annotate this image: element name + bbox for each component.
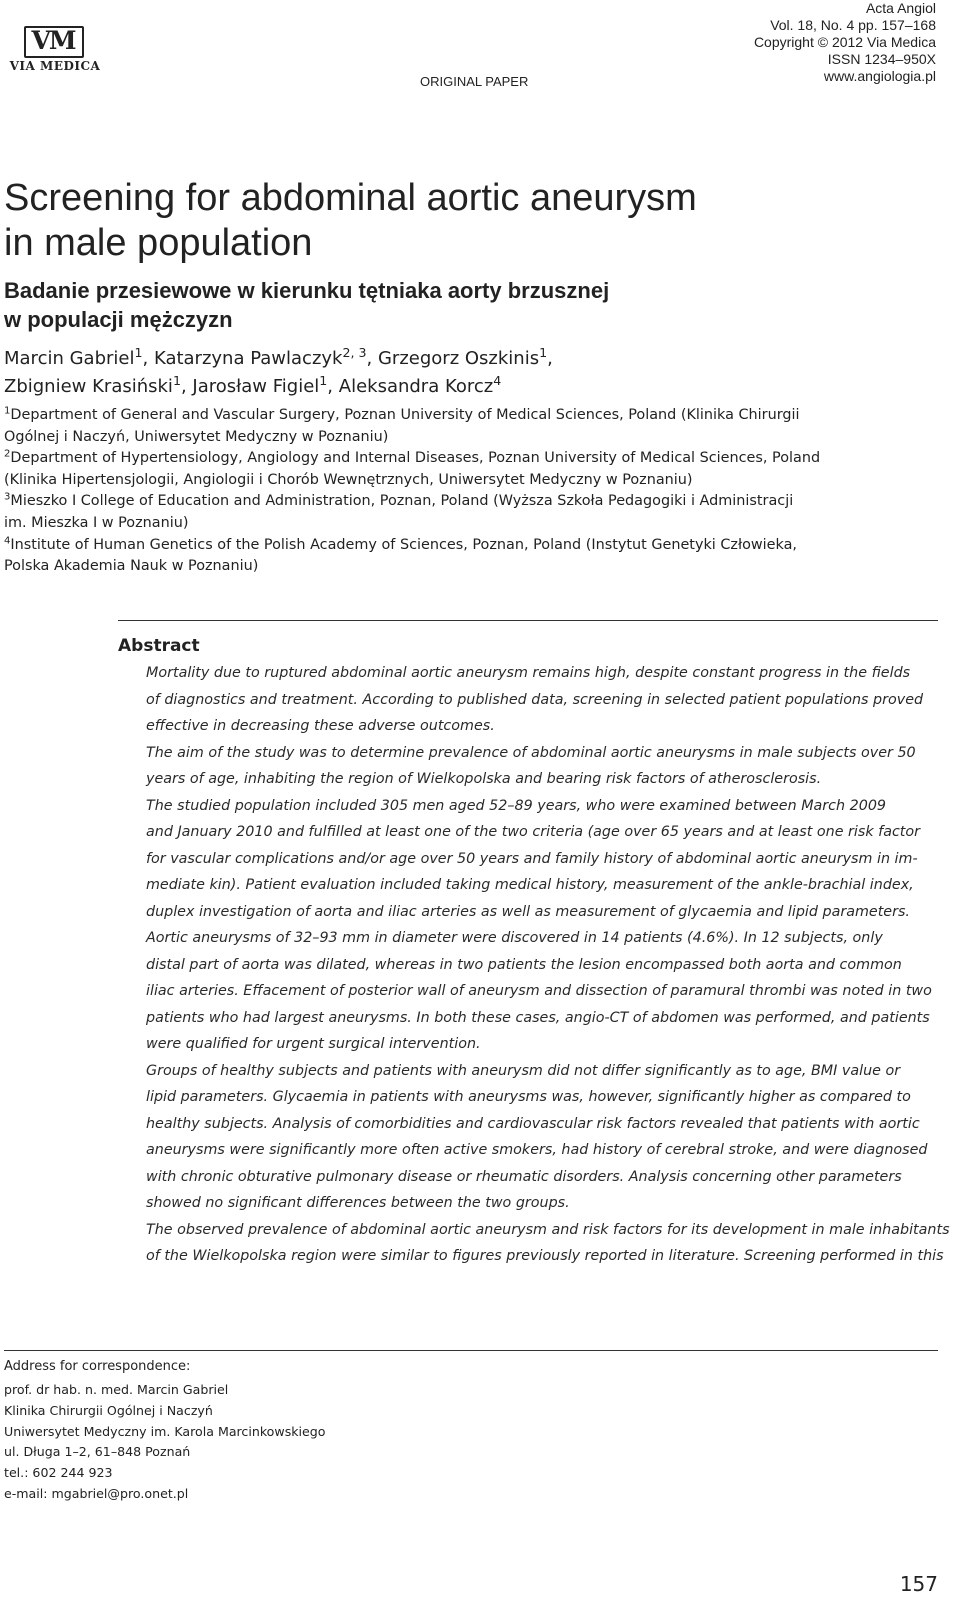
affiliation-line: Ogólnej i Naczyń, Uniwersytet Medyczny w Poznaniu) xyxy=(4,428,389,445)
affiliation-number: 3 xyxy=(4,491,11,503)
affiliation-number: 4 xyxy=(4,535,11,547)
paper-subtitle-line: Badanie przesiewowe w kierunku tętniaka aorty brzusznej xyxy=(4,278,610,303)
author-line xyxy=(4,373,944,401)
abstract-line: with chronic obturative pulmonary disease or rheumatic disorders. Analysis concerning other parameters xyxy=(146,1168,902,1185)
correspondence-line: ul. Długa 1–2, 61–848 Poznań xyxy=(4,1444,191,1460)
abstract-line: Groups of healthy subjects and patients with aneurysm did not differ significantly as to age, BMI value or xyxy=(146,1062,901,1079)
author-line xyxy=(4,345,944,373)
affiliation-line xyxy=(4,535,944,557)
abstract-line: patients who had largest aneurysms. In both these cases, angio-CT of abdomen was performed, and patients xyxy=(146,1009,930,1026)
correspondence-line: Klinika Chirurgii Ogólnej i Naczyń xyxy=(4,1402,213,1418)
publisher-logo xyxy=(4,26,104,78)
abstract-line: of the Wielkopolska region were similar to figures previously reported in literature. Screening performed in this xyxy=(146,1248,944,1264)
abstract-line: mediate kin). Patient evaluation included taking medical history, measurement of the ankle-brachial index, xyxy=(146,877,914,893)
abstract-line: effective in decreasing these adverse outcomes. xyxy=(146,718,495,734)
author-affiliation-ref: 4 xyxy=(493,373,502,389)
abstract-line: showed no significant differences between the two groups. xyxy=(146,1195,570,1211)
abstract-line: for vascular complications and/or age over 50 years and family history of abdominal aortic aneurysm in im- xyxy=(146,850,918,867)
affiliation-text: Department of Hypertensiology, Angiology and Internal Diseases, Poznan University of Medical Sciences, Poland xyxy=(10,450,821,467)
abstract-line: The aim of the study was to determine prevalence of abdominal aortic aneurysms in male subjects over 50 xyxy=(146,744,916,761)
abstract-line: years of age, inhabiting the region of Wielkopolska and bearing risk factors of atherosclerosis. xyxy=(146,771,822,787)
correspondence-heading: Address for correspondence: xyxy=(4,1359,191,1374)
divider xyxy=(118,620,938,621)
affiliation-line xyxy=(4,448,944,470)
paper-title-line: Screening for abdominal aortic aneurysm xyxy=(4,177,697,219)
author-affiliation-ref: 1 xyxy=(134,345,143,361)
author-separator: , xyxy=(366,348,378,369)
journal-issn: ISSN 1234–950X xyxy=(827,51,936,67)
logo-mark: VM xyxy=(24,26,82,56)
correspondence-address xyxy=(4,1380,326,1505)
abstract-line: distal part of aorta was dilated, whereas in two patients the lesion encompassed both aorta and common xyxy=(146,956,902,973)
affiliation-text: Institute of Human Genetics of the Polish Academy of Sciences, Poznan, Poland (Instytut Genetyki Człowieka, xyxy=(10,536,797,553)
author-name: Katarzyna Pawlaczyk xyxy=(153,348,343,369)
correspondence-line: Uniwersytet Medyczny im. Karola Marcinkowskiego xyxy=(4,1423,326,1439)
affiliation-line: Polska Akademia Nauk w Poznaniu) xyxy=(4,558,259,575)
author-separator: , xyxy=(547,348,553,369)
affiliation-text: Department of General and Vascular Surgery, Poznan University of Medical Sciences, Poland (Klinika Chirurgii xyxy=(10,407,800,423)
author-name: Aleksandra Korcz xyxy=(338,376,494,397)
page-number: 157 xyxy=(899,1572,938,1596)
abstract-line: healthy subjects. Analysis of comorbidities and cardiovascular risk factors revealed that patients with aortic xyxy=(146,1115,920,1132)
correspondence-line: prof. dr hab. n. med. Marcin Gabriel xyxy=(4,1382,229,1397)
author-name: Jarosław Figiel xyxy=(192,376,320,397)
author-affiliation-ref: 2, 3 xyxy=(342,345,367,361)
abstract-line: Mortality due to ruptured abdominal aortic aneurysm remains high, despite constant progress in the fields xyxy=(146,665,911,681)
abstract-line: lipid parameters. Glycaemia in patients with aneurysms was, however, significantly higher as compared to xyxy=(146,1089,911,1105)
author-separator: , xyxy=(142,348,154,369)
journal-volume: Vol. 18, No. 4 pp. 157–168 xyxy=(770,17,936,33)
affiliation-line: im. Mieszka I w Poznaniu) xyxy=(4,514,189,531)
paper-title-line: in male population xyxy=(4,222,313,264)
affiliation-text: Mieszko I College of Education and Administration, Poznan, Poland (Wyższa Szkoła Pedagogiki i Administracji xyxy=(10,493,794,510)
author-separator: , xyxy=(327,376,339,397)
paper-title xyxy=(4,176,944,266)
affiliation-number: 1 xyxy=(4,405,11,417)
paper-subtitle-line: w populacji mężczyzn xyxy=(4,307,233,332)
abstract-line: Aortic aneurysms of 32–93 mm in diameter were discovered in 14 patients (4.6%). In 12 subjects, only xyxy=(146,930,883,946)
abstract-line: and January 2010 and fulfilled at least one of the two criteria (age over 65 years and at least one risk factor xyxy=(146,824,921,840)
journal-website[interactable]: www.angiologia.pl xyxy=(823,68,936,84)
author-affiliation-ref: 1 xyxy=(539,345,548,361)
author-name: Zbigniew Krasiński xyxy=(4,376,173,397)
correspondence-line: tel.: 602 244 923 xyxy=(4,1465,113,1481)
affiliation-line: (Klinika Hipertensjologii, Angiologii i Chorób Wewnętrznych, Uniwersytet Medyczny w Poznaniu) xyxy=(4,471,693,488)
author-name: Marcin Gabriel xyxy=(4,348,135,369)
affiliation-number: 2 xyxy=(4,448,11,460)
affiliation-line xyxy=(4,405,944,427)
affiliation-line xyxy=(4,491,944,513)
journal-info xyxy=(754,0,936,85)
author-affiliation-ref: 1 xyxy=(319,373,328,389)
affiliation-list xyxy=(4,405,944,578)
author-separator: , xyxy=(180,376,193,397)
abstract-heading: Abstract xyxy=(118,636,200,656)
abstract-line: were qualified for urgent surgical intervention. xyxy=(146,1036,481,1052)
author-affiliation-ref: 1 xyxy=(172,373,181,389)
correspondence-email[interactable]: e-mail: mgabriel@pro.onet.pl xyxy=(4,1485,189,1501)
divider xyxy=(4,1350,938,1351)
journal-name: Acta Angiol xyxy=(865,0,936,16)
logo-text: VIA MEDICA xyxy=(9,59,101,73)
abstract-line: The observed prevalence of abdominal aortic aneurysm and risk factors for its development in male inhabitants xyxy=(146,1221,950,1238)
abstract-body xyxy=(146,660,950,1270)
journal-copyright: Copyright © 2012 Via Medica xyxy=(753,34,936,50)
author-name: Grzegorz Oszkinis xyxy=(377,348,540,369)
abstract-line: The studied population included 305 men aged 52–89 years, who were examined between March 2009 xyxy=(146,797,887,814)
abstract-line: aneurysms were significantly more often active smokers, had history of cerebral stroke, and were diagnosed xyxy=(146,1142,928,1158)
paper-subtitle xyxy=(4,276,944,334)
abstract-line: iliac arteries. Effacement of posterior wall of aneurysm and dissection of paramural thrombi was noted in two xyxy=(146,983,932,999)
abstract-line: duplex investigation of aorta and iliac arteries as well as measurement of glycaemia and lipid parameters. xyxy=(146,903,910,920)
abstract-line: of diagnostics and treatment. According to published data, screening in selected patient populations proved xyxy=(146,691,924,708)
author-list xyxy=(4,345,944,401)
article-type-label: ORIGINAL PAPER xyxy=(420,74,529,89)
